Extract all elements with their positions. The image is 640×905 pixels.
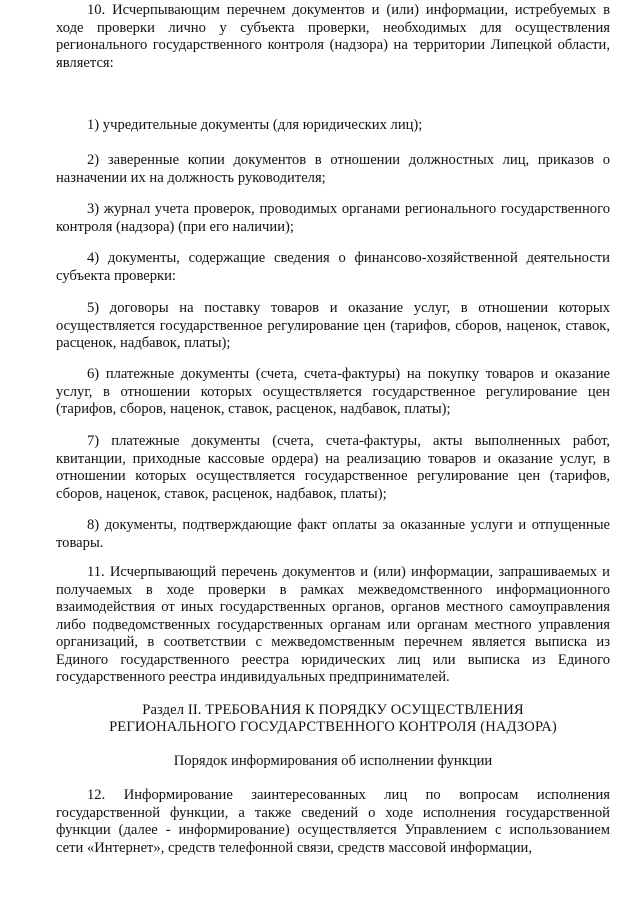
paragraph-10-intro: 10. Исчерпывающим перечнем документов и (или) информации, истребуемых в ходе проверки лично у субъекта проверки, необходимых для осуществления регионального государственного контроля (надзора) на территории Липецкой области, является: (56, 2, 610, 71)
list-item-3: 3) журнал учета проверок, проводимых органами регионального государственного контроля (надзора) (при его наличии); (56, 201, 610, 235)
list-item-5: 5) договоры на поставку товаров и оказание услуг, в отношении которых осуществляется государственное регулирование цен (тарифов, сборов, наценок, ставок, расценок, надбавок, платы); (56, 300, 610, 351)
list-item-7: 7) платежные документы (счета, счета-фактуры, акты выполненных работ, квитанции, приходные кассовые ордера) на реализацию товаров и оказание услуг, в отношении которых осуществляется государственное регулирование цен (тарифов, сборов, наценок, ставок, расценок, надбавок, платы); (56, 433, 610, 502)
list-item-8: 8) документы, подтверждающие факт оплаты за оказанные услуги и отпущенные товары. (56, 517, 610, 551)
section-title-line-1: Раздел II. ТРЕБОВАНИЯ К ПОРЯДКУ ОСУЩЕСТВЛЕНИЯ (142, 702, 524, 718)
paragraph-12: 12. Информирование заинтересованных лиц по вопросам исполнения государственной функции, а также сведений о ходе исполнения государственной функции (далее - информирование) осуществляется Управлением с использованием сети «Интернет», средств телефонной связи, средств массовой информации, (56, 787, 610, 856)
list-item-1: 1) учредительные документы (для юридических лиц); (87, 117, 423, 133)
subsection-title: Порядок информирования об исполнении функции (173, 753, 493, 769)
section-title-line-2: РЕГИОНАЛЬНОГО ГОСУДАРСТВЕННОГО КОНТРОЛЯ (НАДЗОРА) (109, 719, 557, 735)
list-item-6: 6) платежные документы (счета, счета-фактуры) на покупку товаров и оказание услуг, в отношении которых осуществляется государственное регулирование цен (тарифов, сборов, наценок, ставок, расценок, надбавок, платы); (56, 366, 610, 417)
list-item-4: 4) документы, содержащие сведения о финансово-хозяйственной деятельности субъекта проверки: (56, 250, 610, 284)
list-item-2: 2) заверенные копии документов в отношении должностных лиц, приказов о назначении их на должность руководителя; (56, 152, 610, 186)
paragraph-11: 11. Исчерпывающий перечень документов и (или) информации, запрашиваемых и получаемых в ходе проверки в рамках межведомственного информационного взаимодействия от иных государственных органов, органов местного самоуправления либо подведомственных государственных органам или органам местного управления организаций, в соответствии с межведомственным перечнем является выписка из Единого государственного реестра юридических лиц или выписка из Единого государственного реестра индивидуальных предпринимателей. (56, 564, 610, 685)
